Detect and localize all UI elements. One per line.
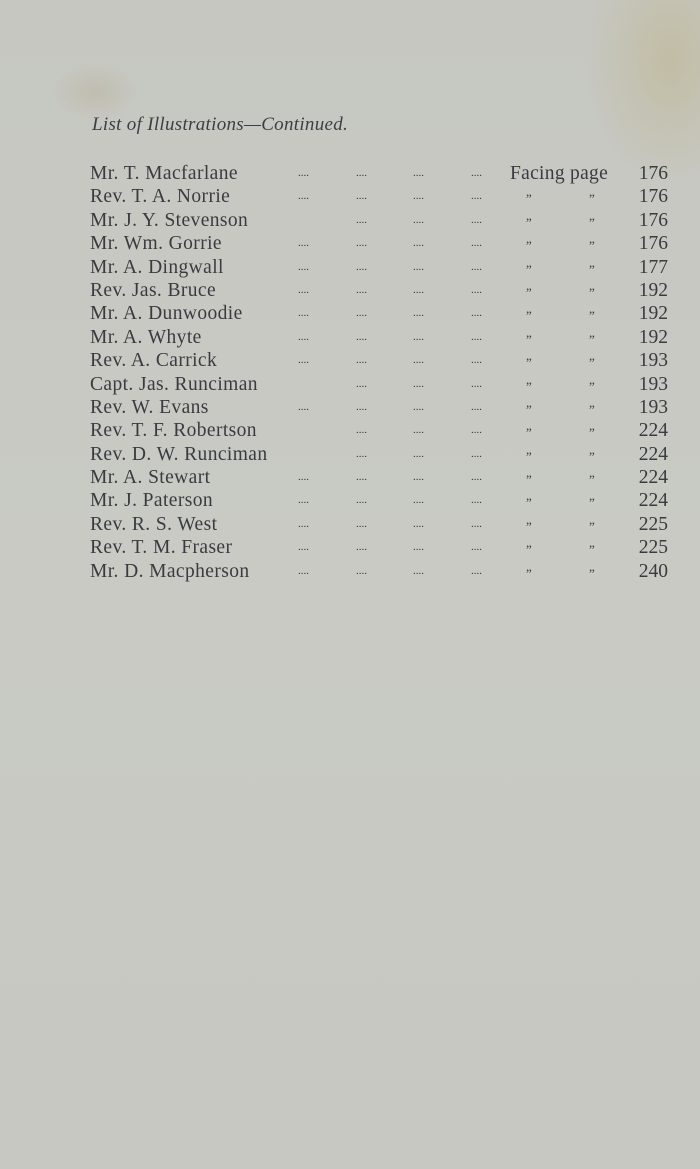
ditto-mark: ” — [526, 214, 532, 230]
leader-dots: .... — [413, 190, 424, 203]
leader-dots: .... — [298, 564, 309, 577]
ditto-mark: ” — [589, 308, 595, 324]
ditto-mark: ” — [526, 448, 532, 464]
leader-dots: .... — [471, 167, 482, 179]
leader-dots: .... — [471, 400, 482, 413]
leader-dots: .... — [471, 541, 482, 554]
leader-dots: .... — [471, 377, 482, 390]
entry-name: Rev. D. W. Runciman — [90, 443, 268, 465]
leader-dots: .... — [413, 354, 424, 367]
leader-dots: .... — [298, 237, 309, 250]
ditto-mark: ” — [589, 331, 595, 347]
leader-dots: .... — [413, 541, 424, 554]
ditto-mark: ” — [589, 448, 595, 464]
entry-name: Rev. T. A. Norrie — [90, 186, 231, 208]
leader-dots: .... — [298, 190, 309, 203]
leader-dots: .... — [471, 307, 482, 320]
leader-dots: .... — [298, 517, 309, 530]
leader-dots: .... — [471, 354, 482, 367]
leader-dots: .... — [298, 494, 309, 507]
list-item — [90, 349, 670, 372]
leader-dots: .... — [356, 354, 367, 367]
leader-dots: .... — [471, 471, 482, 484]
leader-dots: .... — [356, 424, 367, 437]
leader-dots: .... — [356, 237, 367, 250]
entry-name: Mr. D. Macpherson — [90, 560, 250, 582]
leader-dots: .... — [413, 260, 424, 273]
list-item — [90, 232, 670, 255]
leader-dots: .... — [413, 564, 424, 577]
page-number: 192 — [638, 303, 668, 325]
list-heading: List of Illustrations—Continued. — [92, 114, 349, 135]
ditto-mark: ” — [526, 378, 532, 394]
leader-dots: .... — [298, 307, 309, 320]
list-item — [90, 536, 670, 559]
leader-dots: .... — [471, 494, 482, 507]
entry-name: Mr. J. Paterson — [90, 490, 213, 512]
page-number: 192 — [638, 279, 668, 301]
list-item — [90, 185, 670, 208]
leader-dots: .... — [413, 307, 424, 320]
leader-dots: .... — [413, 471, 424, 484]
list-item — [90, 209, 670, 232]
leader-dots: .... — [413, 377, 424, 390]
list-item — [90, 162, 670, 185]
page-number: 193 — [638, 350, 668, 372]
leader-dots: .... — [471, 260, 482, 273]
leader-dots: .... — [356, 167, 367, 179]
ditto-mark: ” — [589, 284, 595, 300]
page-number: 224 — [638, 420, 668, 442]
leader-dots: .... — [356, 447, 367, 460]
list-item — [90, 373, 670, 396]
leader-dots: .... — [413, 237, 424, 250]
entry-name: Rev. T. F. Robertson — [90, 420, 257, 442]
ditto-mark: ” — [526, 518, 532, 534]
entry-name: Rev. Jas. Bruce — [90, 279, 217, 301]
list-item — [90, 396, 670, 419]
page-number: 224 — [638, 490, 668, 512]
ditto-mark: ” — [526, 284, 532, 300]
leader-dots: .... — [356, 190, 367, 203]
ditto-mark: ” — [526, 565, 532, 581]
leader-dots: .... — [298, 400, 309, 413]
ditto-mark: ” — [589, 472, 595, 488]
list-item — [90, 466, 670, 489]
entry-name: Mr. Wm. Gorrie — [90, 233, 222, 255]
leader-dots: .... — [356, 307, 367, 320]
ditto-mark: ” — [526, 331, 532, 347]
leader-dots: .... — [356, 541, 367, 554]
leader-dots: .... — [471, 447, 482, 460]
leader-dots: .... — [298, 167, 309, 179]
ditto-mark: ” — [526, 191, 532, 207]
leader-dots: .... — [298, 471, 309, 484]
ditto-mark: ” — [526, 238, 532, 254]
leader-dots: .... — [298, 283, 309, 296]
ditto-mark: ” — [526, 472, 532, 488]
leader-dots: .... — [413, 447, 424, 460]
leader-dots: .... — [471, 213, 482, 226]
ditto-mark: ” — [589, 565, 595, 581]
leader-dots: .... — [298, 354, 309, 367]
leader-dots: .... — [413, 424, 424, 437]
leader-dots: .... — [356, 517, 367, 530]
list-item — [90, 513, 670, 536]
page-number: 176 — [638, 209, 668, 231]
list-item — [90, 302, 670, 325]
ditto-mark: ” — [526, 261, 532, 277]
ditto-mark: ” — [526, 542, 532, 558]
page-number: 224 — [638, 443, 668, 465]
entry-name: Mr. A. Dunwoodie — [90, 303, 243, 325]
page-number: 176 — [638, 186, 668, 208]
ditto-mark: ” — [589, 355, 595, 371]
ditto-mark: ” — [589, 495, 595, 511]
ditto-mark: ” — [589, 238, 595, 254]
leader-dots: .... — [356, 377, 367, 390]
page-number: 193 — [638, 396, 668, 418]
list-item — [90, 419, 670, 442]
leader-dots: .... — [413, 330, 424, 343]
list-item — [90, 443, 670, 466]
ditto-mark: ” — [526, 308, 532, 324]
leader-dots: .... — [413, 494, 424, 507]
leader-dots: .... — [413, 283, 424, 296]
leader-dots: .... — [413, 517, 424, 530]
page-number: 240 — [638, 560, 668, 582]
leader-dots: .... — [471, 424, 482, 437]
page-number: 224 — [638, 467, 668, 489]
leader-dots: .... — [356, 260, 367, 273]
leader-dots: .... — [413, 400, 424, 413]
leader-dots: .... — [356, 213, 367, 226]
ditto-mark: ” — [589, 401, 595, 417]
entry-name: Mr. A. Stewart — [90, 467, 211, 489]
ditto-mark: ” — [589, 378, 595, 394]
leader-dots: .... — [298, 330, 309, 343]
leader-dots: .... — [471, 237, 482, 250]
page-number: 192 — [638, 326, 668, 348]
ditto-mark: ” — [589, 542, 595, 558]
list-item — [90, 279, 670, 302]
leader-dots: .... — [471, 564, 482, 577]
entry-name: Mr. A. Whyte — [90, 326, 202, 348]
entry-name: Capt. Jas. Runciman — [90, 373, 258, 395]
leader-dots: .... — [298, 541, 309, 554]
page-number: 225 — [638, 537, 668, 559]
leader-dots: .... — [356, 494, 367, 507]
illustration-list — [90, 162, 670, 583]
leader-dots: .... — [356, 283, 367, 296]
list-item — [90, 256, 670, 279]
leader-dots: .... — [356, 330, 367, 343]
leader-dots: .... — [356, 471, 367, 484]
entry-name: Rev. R. S. West — [90, 513, 218, 535]
leader-dots: .... — [471, 330, 482, 343]
list-item — [90, 489, 670, 512]
list-item — [90, 326, 670, 349]
page-number: 193 — [638, 373, 668, 395]
leader-dots: .... — [413, 213, 424, 226]
leader-dots: .... — [356, 400, 367, 413]
ditto-mark: ” — [526, 355, 532, 371]
leader-dots: .... — [471, 190, 482, 203]
page-number: 176 — [638, 233, 668, 255]
ditto-mark: ” — [526, 401, 532, 417]
ditto-mark: ” — [589, 214, 595, 230]
list-item — [90, 560, 670, 583]
ditto-mark: ” — [589, 518, 595, 534]
entry-name: Rev. T. M. Fraser — [90, 537, 233, 559]
page-number: 176 — [638, 163, 668, 184]
leader-dots: .... — [413, 167, 424, 179]
ditto-mark: ” — [589, 261, 595, 277]
entry-name: Rev. W. Evans — [90, 396, 209, 418]
facing-page-label: Facing page — [510, 163, 609, 184]
page-number: 225 — [638, 513, 668, 535]
ditto-mark: ” — [526, 425, 532, 441]
leader-dots: .... — [471, 517, 482, 530]
leader-dots: .... — [356, 564, 367, 577]
leader-dots: .... — [471, 283, 482, 296]
entry-name: Mr. J. Y. Stevenson — [90, 209, 249, 231]
entry-name: Mr. A. Dingwall — [90, 256, 224, 278]
ditto-mark: ” — [526, 495, 532, 511]
ditto-mark: ” — [589, 425, 595, 441]
leader-dots: .... — [298, 260, 309, 273]
entry-name: Mr. T. Macfarlane — [90, 163, 238, 184]
page-number: 177 — [638, 256, 668, 278]
entry-name: Rev. A. Carrick — [90, 350, 218, 372]
ditto-mark: ” — [589, 191, 595, 207]
